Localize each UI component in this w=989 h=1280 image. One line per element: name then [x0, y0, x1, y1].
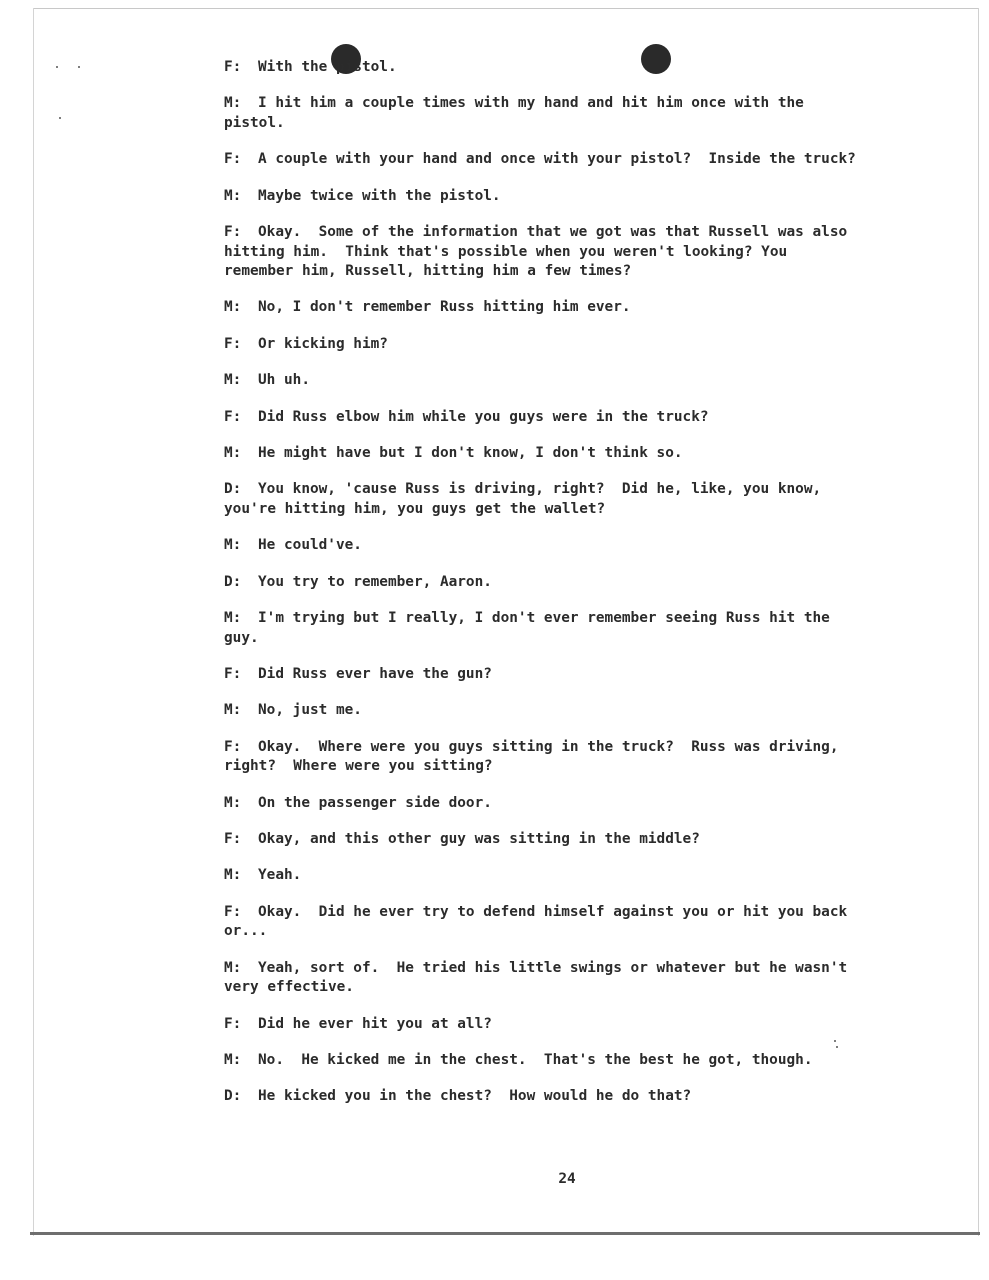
utterance-text: No. He kicked me in the chest. That's the best he got, though.: [258, 1051, 813, 1068]
transcript-line: [224, 335, 864, 355]
utterance-text: Okay. Where were you guys sitting in the truck? Russ was driving, right? Where were you sitting?: [224, 738, 848, 775]
speaker-label: F:: [224, 224, 242, 241]
utterance-text: Did Russ elbow him while you guys were in the truck?: [258, 408, 709, 425]
utterance-text: Okay. Some of the information that we got was that Russell was also hitting him. Think that's possible when you weren't looking? You remember him, Russell, hitting him a few times?: [224, 224, 856, 280]
utterance-text: I'm trying but I really, I don't ever remember seeing Russ hit the guy.: [224, 610, 839, 646]
transcript-line: [224, 536, 864, 556]
speaker-label: M:: [224, 702, 242, 719]
speaker-label: D:: [224, 481, 242, 498]
transcript-line: [224, 444, 864, 464]
utterance-text: No, I don't remember Russ hitting him ever.: [258, 299, 631, 316]
speaker-label: F:: [224, 1015, 242, 1032]
utterance-text: Did he ever hit you at all?: [258, 1015, 492, 1032]
speaker-label: M:: [224, 372, 242, 389]
speaker-label: F:: [224, 738, 242, 755]
speaker-label: D:: [224, 573, 242, 590]
utterance-text: Okay. Did he ever try to defend himself against you or hit you back or...: [224, 903, 856, 940]
utterance-text: A couple with your hand and once with your pistol? Inside the truck?: [258, 151, 856, 168]
speaker-label: M:: [224, 299, 242, 316]
transcript-line: [224, 1051, 864, 1071]
utterance-text: He kicked you in the chest? How would he do that?: [258, 1088, 692, 1105]
speaker-label: M:: [224, 794, 242, 811]
transcript-line: [224, 866, 864, 886]
speaker-label: D:: [224, 1088, 242, 1105]
transcript-line: [224, 371, 864, 391]
speaker-label: F:: [224, 903, 242, 920]
page-edge-bottom: [30, 1232, 980, 1235]
utterance-text: Or kicking him?: [258, 335, 388, 352]
speaker-label: M:: [224, 95, 242, 112]
transcript-line: [224, 609, 864, 648]
speaker-label: F:: [224, 59, 242, 75]
utterance-text: Maybe twice with the pistol.: [258, 187, 501, 204]
transcript-line: [224, 150, 864, 170]
transcript-line: [224, 665, 864, 685]
utterance-text: Yeah.: [258, 867, 302, 884]
speaker-label: M:: [224, 537, 242, 554]
speaker-label: M:: [224, 1051, 242, 1068]
utterance-text: Uh uh.: [258, 372, 310, 389]
page-number: 24: [558, 1171, 576, 1187]
transcript-line: [224, 1015, 864, 1035]
transcript-line: [224, 298, 864, 318]
transcript-line: [224, 830, 864, 850]
speaker-label: F:: [224, 151, 242, 168]
transcript-body: [224, 58, 864, 1124]
page-edge-left: [33, 8, 34, 1236]
transcript-line: [224, 480, 864, 519]
utterance-text: He might have but I don't know, I don't think so.: [258, 445, 683, 462]
page-edge-right: [978, 8, 979, 1236]
scan-speck: [56, 66, 58, 68]
utterance-text: Yeah, sort of. He tried his little swings or whatever but he wasn't very effective.: [224, 959, 856, 996]
speaker-label: M:: [224, 445, 242, 462]
utterance-text: With the pistol.: [258, 59, 397, 75]
transcript-line: [224, 408, 864, 428]
transcript-line: [224, 223, 864, 282]
transcript-line: [224, 903, 864, 942]
utterance-text: On the passenger side door.: [258, 794, 492, 811]
transcript-line: [224, 794, 864, 814]
page-edge-top: [34, 8, 978, 9]
utterance-text: No, just me.: [258, 702, 362, 719]
utterance-text: You try to remember, Aaron.: [258, 573, 492, 590]
speaker-label: M:: [224, 187, 242, 204]
speaker-label: M:: [224, 867, 242, 884]
utterance-text: Did Russ ever have the gun?: [258, 665, 492, 682]
speaker-label: M:: [224, 959, 242, 976]
utterance-text: Okay, and this other guy was sitting in the middle?: [258, 831, 700, 848]
speaker-label: F:: [224, 335, 242, 352]
transcript-line: [224, 701, 864, 721]
transcript-line: [224, 573, 864, 593]
transcript-line: [224, 738, 864, 777]
speaker-label: M:: [224, 610, 242, 627]
transcript-line: [224, 187, 864, 207]
utterance-text: He could've.: [258, 537, 362, 554]
transcript-line: [224, 959, 864, 998]
utterance-text: You know, 'cause Russ is driving, right? Did he, like, you know, you're hitting him, you guys get the wallet?: [224, 481, 830, 517]
speaker-label: F:: [224, 665, 242, 682]
transcript-line: [224, 94, 864, 133]
speaker-label: F:: [224, 831, 242, 848]
speaker-label: F:: [224, 408, 242, 425]
utterance-text: I hit him a couple times with my hand and hit him once with the pistol.: [224, 95, 813, 131]
transcript-line: [224, 1087, 864, 1107]
scan-speck: [59, 117, 61, 119]
scan-speck: [78, 66, 80, 68]
transcript-line: [224, 58, 864, 78]
